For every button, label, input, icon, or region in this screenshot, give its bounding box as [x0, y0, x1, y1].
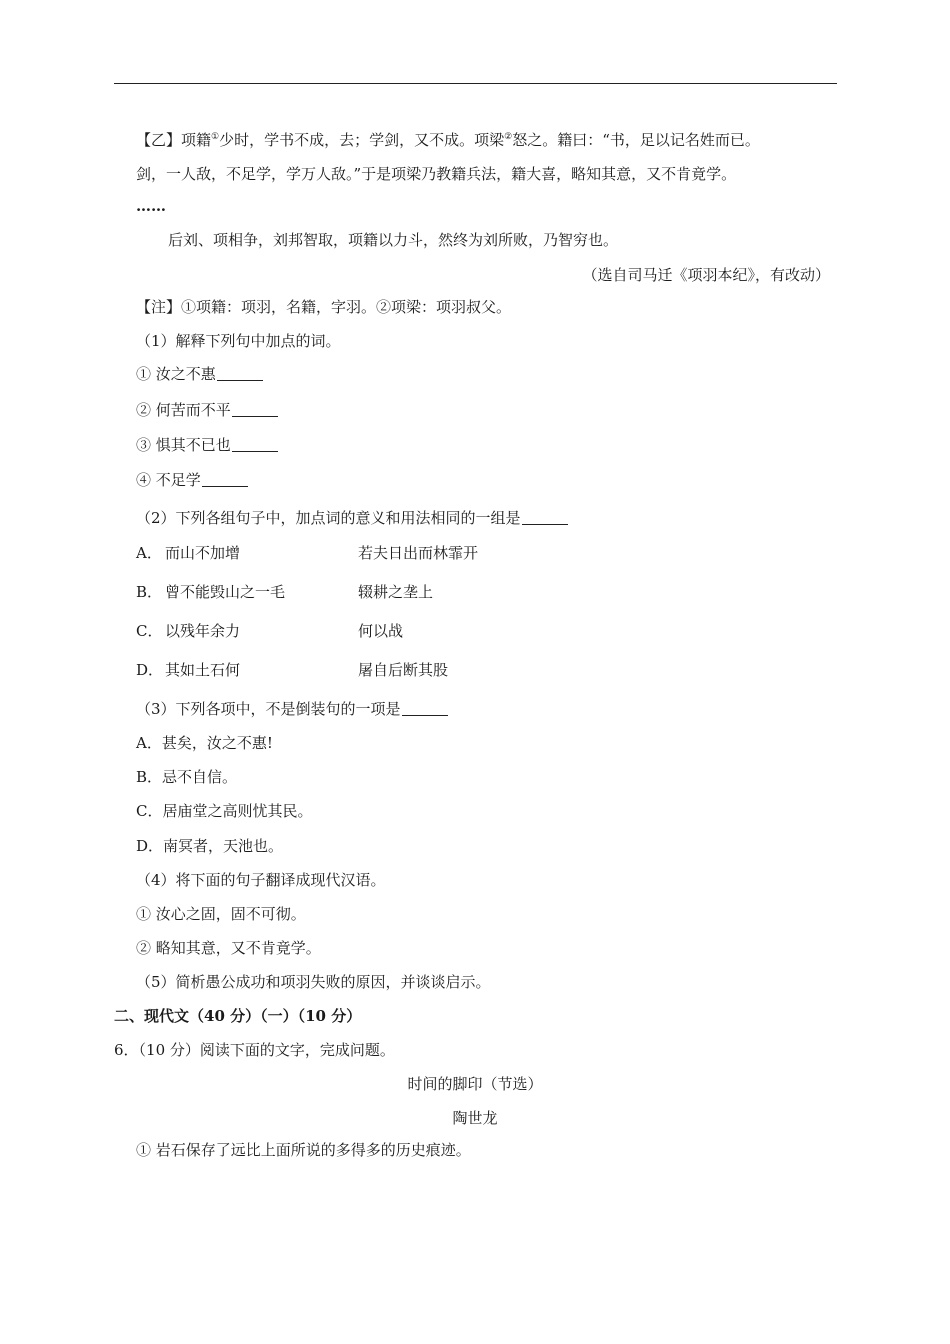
passage-line-2: 剑，一人敌，不足学，学万人敌。”于是项梁乃教籍兵法，籍大喜，略知其意，又不肯竟学。	[136, 165, 737, 183]
answer-blank[interactable]	[217, 366, 263, 381]
question-3-option-b[interactable]: B．忌不自信。	[136, 768, 238, 786]
question-3-option-c[interactable]: C．居庙堂之高则忧其民。	[136, 802, 313, 820]
footnote-marker-2: ②	[504, 132, 513, 142]
question-3-stem: （3）下列各项中，不是倒装句的一项是	[136, 699, 448, 719]
passage-line-1: 【乙】项籍①少时，学书不成，去；学剑，又不成。项梁②怒之。籍曰：“书，足以记名姓而已。	[136, 131, 760, 149]
question-4-item-2: ② 略知其意，又不肯竟学。	[136, 939, 321, 957]
header-rule	[114, 83, 837, 84]
question-1-item-4: ④ 不足学	[136, 470, 248, 490]
footnote-marker-1: ①	[211, 132, 220, 142]
question-5-stem: （5）简析愚公成功和项羽失败的原因，并谈谈启示。	[136, 973, 491, 991]
section-heading: 二、现代文（40 分）（一）（10 分）	[114, 1007, 362, 1025]
question-4-stem: （4）将下面的句子翻译成现代汉语。	[136, 871, 386, 889]
question-2-stem: （2）下列各组句子中，加点词的意义和用法相同的一组是	[136, 508, 568, 528]
question-2-option-c[interactable]: C． 以残年余力 何以战	[136, 622, 404, 640]
question-2-option-d[interactable]: D． 其如土石何 屠自后断其股	[136, 661, 449, 679]
article-paragraph-1: ① 岩石保存了远比上面所说的多得多的历史痕迹。	[136, 1141, 471, 1159]
article-author: 陶世龙	[452, 1109, 498, 1127]
answer-blank[interactable]	[202, 472, 248, 487]
question-3-option-a[interactable]: A．甚矣，汝之不惠!	[136, 734, 273, 752]
question-1-item-3: ③ 惧其不已也	[136, 435, 278, 455]
answer-blank[interactable]	[232, 437, 278, 452]
passage-ellipsis: ……	[136, 197, 166, 215]
article-title: 时间的脚印（节选）	[407, 1075, 543, 1093]
question-1-item-1: ① 汝之不惠	[136, 364, 263, 384]
passage-source: （选自司马迁《项羽本纪》，有改动）	[582, 266, 830, 284]
answer-blank[interactable]	[522, 510, 568, 525]
passage-note: 【注】①项籍：项羽，名籍，字羽。②项梁：项羽叔父。	[136, 298, 512, 316]
question-3-option-d[interactable]: D．南冥者，天池也。	[136, 837, 284, 855]
question-1-item-2: ② 何苦而不平	[136, 400, 278, 420]
question-4-item-1: ① 汝心之固，固不可彻。	[136, 905, 306, 923]
question-6-stem: 6．（10 分）阅读下面的文字，完成问题。	[114, 1041, 395, 1059]
question-2-option-a[interactable]: A． 而山不加增 若夫日出而林霏开	[136, 544, 479, 562]
passage-line-3: 后刘、项相争，刘邦智取，项籍以力斗，然终为刘所败，乃智穷也。	[168, 231, 619, 249]
answer-blank[interactable]	[232, 402, 278, 417]
question-2-option-b[interactable]: B． 曾不能毁山之一毛 辍耕之垄上	[136, 583, 434, 601]
answer-blank[interactable]	[402, 701, 448, 716]
question-1-stem: （1）解释下列句中加点的词。	[136, 332, 341, 350]
